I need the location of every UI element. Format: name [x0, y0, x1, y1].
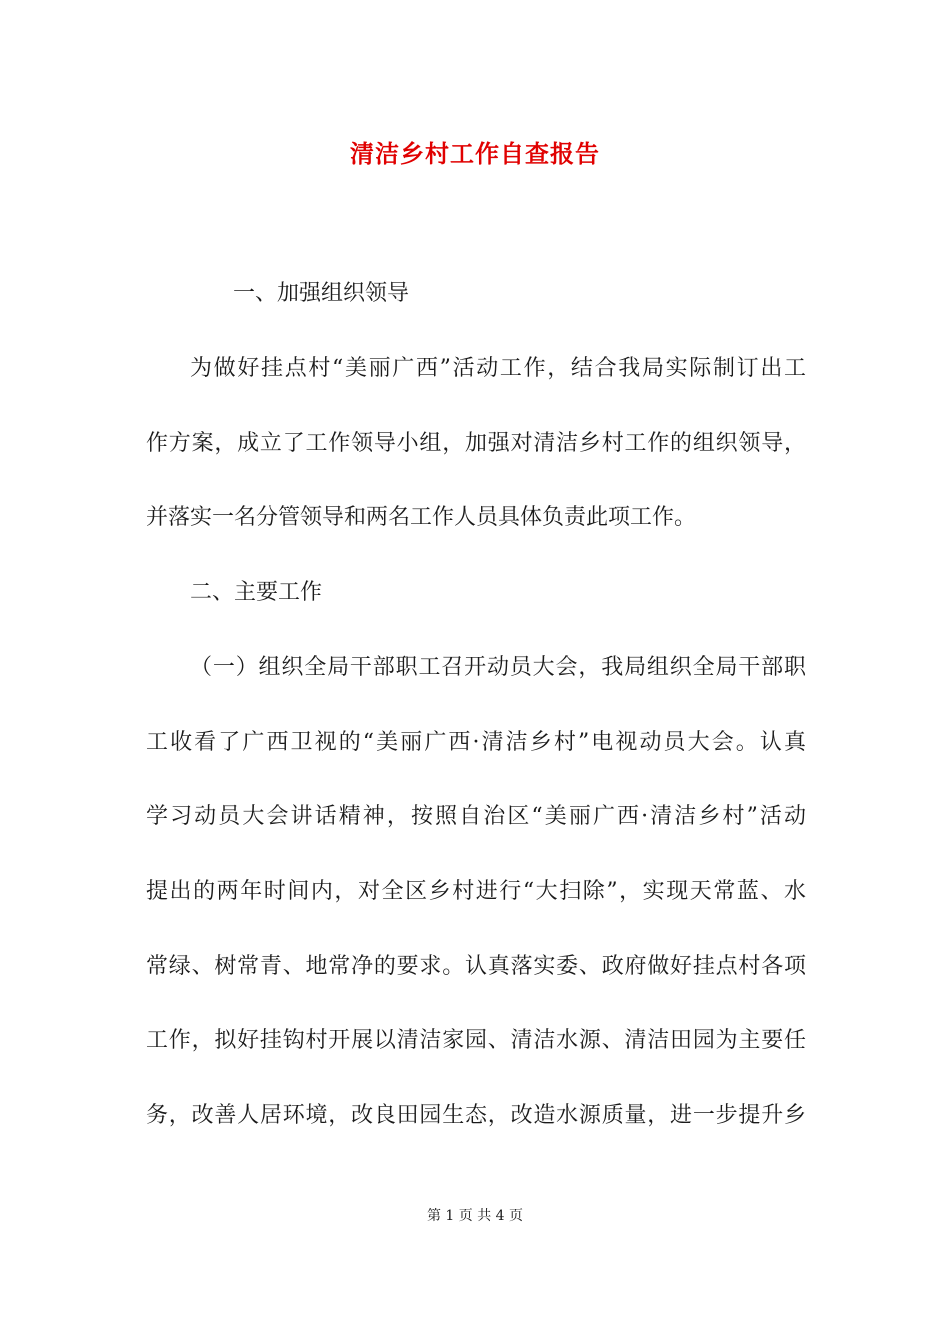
paragraph-line: 并落实一名分管领导和两名工作人员具体负责此项工作。 [146, 505, 697, 530]
document-title: 清洁乡村工作自查报告 [350, 139, 600, 168]
paragraph-line: 务，改善人居环境，改良田园生态，改造水源质量，进一步提升乡 [146, 1103, 806, 1128]
paragraph-line: 工收看了广西卫视的“美丽广西·清洁乡村”电视动员大会。认真 [146, 730, 806, 755]
paragraph-line: 学习动员大会讲话精神，按照自治区“美丽广西·清洁乡村”活动 [146, 804, 806, 829]
paragraph-line: 提出的两年时间内，对全区乡村进行“大扫除”，实现天常蓝、水 [146, 879, 806, 904]
paragraph-line: 常绿、树常青、地常净的要求。认真落实委、政府做好挂点村各项 [146, 954, 806, 979]
page-number-footer: 第 1 页 共 4 页 [426, 1208, 524, 1224]
section-heading-2: 二、主要工作 [190, 580, 323, 605]
paragraph-line: （一）组织全局干部职工召开动员大会，我局组织全局干部职 [190, 655, 806, 680]
paragraph-line: 作方案，成立了工作领导小组，加强对清洁乡村工作的组织领导， [146, 431, 806, 456]
paragraph-line: 工作，拟好挂钩村开展以清洁家园、清洁水源、清洁田园为主要任 [146, 1028, 806, 1053]
paragraph-line: 为做好挂点村“美丽广西”活动工作，结合我局实际制订出工 [190, 356, 806, 381]
section-heading-1: 一、加强组织领导 [233, 281, 410, 306]
